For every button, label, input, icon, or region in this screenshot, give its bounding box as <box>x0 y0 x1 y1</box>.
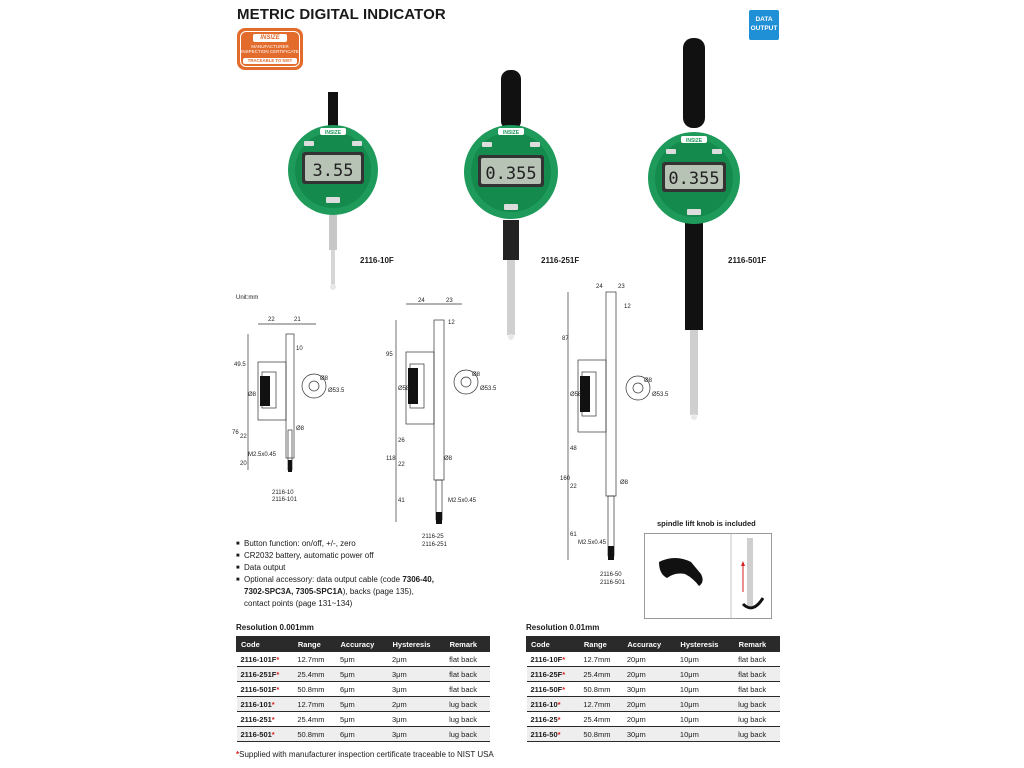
column-header: Remark <box>734 637 779 652</box>
spec-table-001 <box>236 636 490 742</box>
feature-item-accessory-2: 7302-SPC3A, 7305-SPC1A), backs (page 135), <box>244 587 414 596</box>
dim: M2.5x0.45 <box>448 498 477 504</box>
table-row: 2116-10* 12.7mm 20μm 10μm lug back <box>527 697 780 712</box>
lcd-reading: 3.55 <box>312 161 354 181</box>
dim: 26 <box>398 438 405 444</box>
dim: 20 <box>240 461 247 467</box>
column-header: Accuracy <box>336 637 388 652</box>
drawing-label: 2116-501 <box>600 580 625 586</box>
column-header: Remark <box>445 637 489 652</box>
column-header: Hysteresis <box>676 637 734 652</box>
column-header: Code <box>237 637 294 652</box>
table-title-001: Resolution 0.001mm <box>236 623 314 632</box>
dim: Ø8 <box>644 378 653 384</box>
column-header: Accuracy <box>623 637 676 652</box>
certificate-text <box>239 44 301 54</box>
dim: Ø8 <box>320 376 329 382</box>
dim: 160 <box>560 476 571 482</box>
dim: M2.5x0.45 <box>248 452 277 458</box>
dim: 23 <box>618 284 625 290</box>
column-header: Range <box>579 637 623 652</box>
dial-brand: INSIZE <box>685 138 703 144</box>
dim: 24 <box>596 284 603 290</box>
dim: 95 <box>386 352 393 358</box>
drawing-label: 2116-101 <box>272 497 297 503</box>
certificate-line-1: MANUFACTURER <box>251 44 289 49</box>
model-label-1: 2116-10F <box>360 256 394 265</box>
drawing-label: 2116-10 <box>272 490 294 496</box>
lcd-reading: 0.355 <box>668 169 720 189</box>
dim: Ø53.5 <box>328 388 345 394</box>
dim: M2.5x0.45 <box>578 540 607 546</box>
dim: Ø53.5 <box>480 386 497 392</box>
table-row: 2116-501* 50.8mm 6μm 3μm lug back <box>237 727 490 742</box>
footnote: *Supplied with manufacturer inspection certificate traceable to NIST USA <box>236 750 494 759</box>
dim: 22 <box>570 484 577 490</box>
table-row: 2116-101* 12.7mm 5μm 2μm lug back <box>237 697 490 712</box>
spindle-note: spindle lift knob is included <box>657 519 756 528</box>
dim: Ø8 <box>620 480 629 486</box>
drawing-label: 2116-50 <box>600 572 622 578</box>
table-row: 2116-10F* 12.7mm 20μm 10μm flat back <box>527 652 780 667</box>
spec-table-01 <box>526 636 780 742</box>
dim: Ø58 <box>570 392 582 398</box>
dim: 49.5 <box>234 362 246 368</box>
table-title-01: Resolution 0.01mm <box>526 623 600 632</box>
table-row: 2116-251F* 25.4mm 5μm 3μm flat back <box>237 667 490 682</box>
dim: 118 <box>386 456 396 462</box>
dim: 23 <box>446 298 453 304</box>
dim: 22 <box>398 462 405 468</box>
table-row: 2116-25* 25.4mm 20μm 10μm lug back <box>527 712 780 727</box>
feature-item: ■ Data output <box>236 562 434 574</box>
model-label-2: 2116-251F <box>541 256 580 265</box>
dim: Ø53.5 <box>652 392 669 398</box>
table-row: 2116-50* 50.8mm 30μm 10μm lug back <box>527 727 780 742</box>
certificate-line-2: INSPECTION CERTIFICATE <box>241 49 299 54</box>
data-output-badge <box>749 10 779 40</box>
dim: Ø8 <box>248 392 257 398</box>
dim: Ø8 <box>444 456 453 462</box>
dim: 87 <box>562 336 569 342</box>
dim: 48 <box>570 446 577 452</box>
feature-item: ■ Button function: on/off, +/-, zero <box>236 538 434 550</box>
feature-item: ■ CR2032 battery, automatic power off <box>236 550 434 562</box>
feature-item-accessory: ■ Optional accessory: data output cable (code 7306-40, <box>236 574 434 586</box>
certificate-badge <box>237 28 303 70</box>
feature-item-accessory-3: contact points (page 131~134) <box>244 599 353 608</box>
table-row: 2116-501F* 50.8mm 6μm 3μm flat back <box>237 682 490 697</box>
dim: Ø8 <box>296 426 305 432</box>
page-title: METRIC DIGITAL INDICATOR <box>237 6 446 23</box>
dim: 61 <box>570 532 577 538</box>
dim: 12 <box>448 320 455 326</box>
table-row: 2116-50F* 50.8mm 30μm 10μm flat back <box>527 682 780 697</box>
dial-brand: INSIZE <box>324 130 342 136</box>
table-row: 2116-101F* 12.7mm 5μm 2μm flat back <box>237 652 490 667</box>
model-label-3: 2116-501F <box>728 256 767 265</box>
brand-logo: INSIZE <box>253 34 287 42</box>
dim: 12 <box>624 304 631 310</box>
dim: 21 <box>294 317 301 323</box>
feature-list <box>236 538 434 610</box>
certificate-traceable: TRACEABLE TO NIST <box>243 58 297 64</box>
dim: 41 <box>398 498 405 504</box>
dim: 22 <box>268 317 275 323</box>
lcd-reading: 0.355 <box>485 164 537 184</box>
spindle-knob-image <box>644 533 772 619</box>
dim: 24 <box>418 298 425 304</box>
column-header: Range <box>293 637 336 652</box>
dial-brand: INSIZE <box>502 130 520 136</box>
dim: 76 <box>232 430 239 436</box>
table-row: 2116-251* 25.4mm 5μm 3μm lug back <box>237 712 490 727</box>
table-row: 2116-25F* 25.4mm 20μm 10μm flat back <box>527 667 780 682</box>
drawing-label: 2116-251 <box>422 542 447 548</box>
badge-line-2: OUTPUT <box>750 25 778 32</box>
dim: Ø8 <box>472 372 481 378</box>
column-header: Code <box>527 637 580 652</box>
column-header: Hysteresis <box>388 637 445 652</box>
dim: 22 <box>240 434 247 440</box>
badge-line-1: DATA <box>755 16 773 23</box>
dim: Ø58 <box>398 386 410 392</box>
dim: 10 <box>296 346 303 352</box>
unit-label: Unit:mm <box>236 295 259 301</box>
drawing-label: 2116-25 <box>422 534 444 540</box>
